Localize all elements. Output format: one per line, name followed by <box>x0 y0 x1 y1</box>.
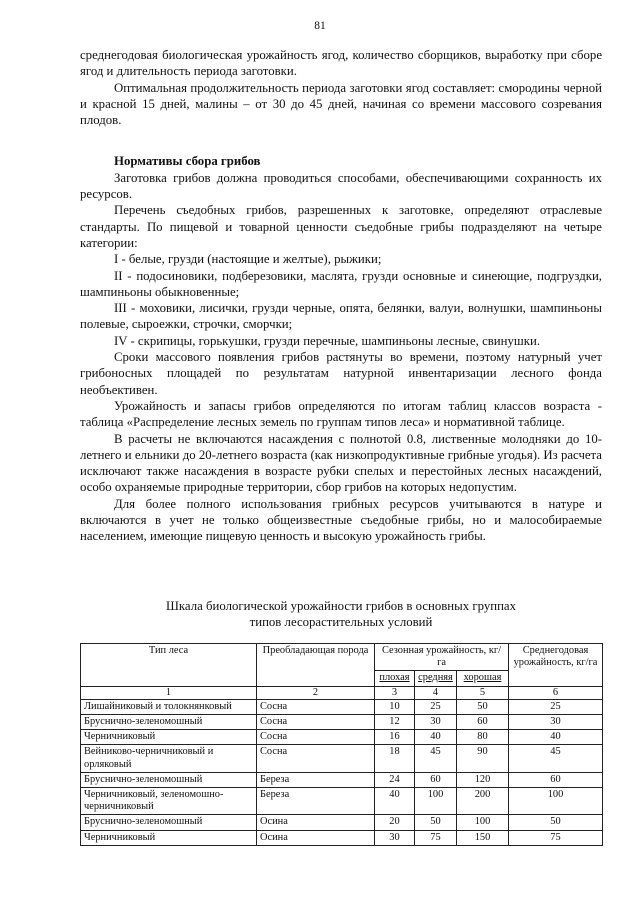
cell-good: 100 <box>457 815 509 830</box>
table-row <box>81 715 603 730</box>
cell-annual: 50 <box>509 815 603 830</box>
column-number: 2 <box>257 686 375 699</box>
cell-species: Сосна <box>257 745 375 772</box>
cell-poor: 24 <box>375 772 415 787</box>
cell-annual: 100 <box>509 788 603 815</box>
cell-good: 50 <box>457 699 509 714</box>
cell-medium: 25 <box>415 699 457 714</box>
paragraph: Для более полного использования грибных ресурсов учитываются в натуре и включаются в учет не только общеизвестные съедобные грибы, но и малособираемые населением, имеющие пищевую ценность и высокую урожайность грибы. <box>80 496 602 544</box>
page-number: 81 <box>314 20 326 32</box>
paragraph: Сроки массового появления грибов растянуты во времени, поэтому натурный учет грибоносных площадей по результатам натурной инвентаризации лесного фонда необъективен. <box>80 350 602 397</box>
cell-forest-type: Черничниковый <box>81 730 257 745</box>
cell-species: Береза <box>257 788 375 815</box>
cell-medium: 75 <box>415 830 457 845</box>
cell-annual: 40 <box>509 730 603 745</box>
cell-species: Сосна <box>257 715 375 730</box>
header-seasonal-yield: Сезонная урожайность, кг/га <box>375 644 509 671</box>
cell-medium: 30 <box>415 715 457 730</box>
cell-species: Осина <box>257 830 375 845</box>
cell-good: 90 <box>457 745 509 772</box>
cell-species: Сосна <box>257 730 375 745</box>
cell-forest-type: Черничниковый, зеленомошно-черничниковый <box>81 788 257 815</box>
yield-table <box>80 643 603 846</box>
cell-poor: 20 <box>375 815 415 830</box>
table-row <box>81 815 603 830</box>
cell-good: 80 <box>457 730 509 745</box>
paragraph: В расчеты не включаются насаждения с полнотой 0.8, лиственные молодняки до 10-летнего и ельники до 20-летнего возраста (как низкопродуктивные грибные угодья). Из расчета исключают также насаждения в возрасте рубки спелых и перестойных лесных насаждений, особо охраняемые природные территории, сбор грибов на которых недопустим. <box>80 431 602 495</box>
column-number: 1 <box>81 686 257 699</box>
header-poor: плохая <box>375 671 415 686</box>
section-heading: Нормативы сбора грибов <box>114 154 261 169</box>
category-item: III - моховики, лисички, грузди черные, опята, белянки, валуи, волнушки, шампиньоны полевые, сыроежки, строчки, сморчки; <box>80 301 602 332</box>
cell-poor: 30 <box>375 830 415 845</box>
cell-medium: 40 <box>415 730 457 745</box>
cell-annual: 60 <box>509 772 603 787</box>
paragraph: Перечень съедобных грибов, разрешенных к заготовке, определяют отраслевые стандарты. По пищевой и товарной ценности съедобные грибы подразделяют на четыре категории: <box>80 203 602 250</box>
header-medium: средняя <box>415 671 457 686</box>
category-item: I - белые, грузди (настоящие и желтые), рыжики; <box>114 252 382 267</box>
cell-poor: 10 <box>375 699 415 714</box>
cell-good: 60 <box>457 715 509 730</box>
table-title-line: Шкала биологической урожайности грибов в основных группах <box>166 599 516 613</box>
cell-forest-type: Черничниковый <box>81 830 257 845</box>
table-row <box>81 699 603 714</box>
cell-species: Береза <box>257 772 375 787</box>
header-good: хорошая <box>457 671 509 686</box>
category-item: II - подосиновики, подберезовики, маслята, грузди основные и синеющие, подгруздки, шампиньоны обыкновенные; <box>80 268 602 299</box>
table-row <box>81 788 603 815</box>
cell-forest-type: Бруснично-зеленомошный <box>81 815 257 830</box>
cell-good: 120 <box>457 772 509 787</box>
column-number: 6 <box>509 686 603 699</box>
cell-species: Осина <box>257 815 375 830</box>
table-row <box>81 745 603 772</box>
header-species: Преобладающая порода <box>257 644 375 687</box>
table-row <box>81 730 603 745</box>
body-text <box>80 47 602 545</box>
cell-medium: 50 <box>415 815 457 830</box>
table-body <box>81 686 603 845</box>
column-numbers-row <box>81 686 603 699</box>
table-title <box>80 598 602 630</box>
cell-annual: 75 <box>509 830 603 845</box>
header-forest-type: Тип леса <box>81 644 257 687</box>
paragraph: Урожайность и запасы грибов определяются по итогам таблиц классов возраста - таблица «Распределение лесных земель по группам типов леса» и нормативной таблице. <box>80 398 602 430</box>
cell-good: 150 <box>457 830 509 845</box>
header-annual-yield: Среднегодовая урожайность, кг/га <box>509 644 603 687</box>
cell-forest-type: Бруснично-зеленомошный <box>81 772 257 787</box>
cell-poor: 18 <box>375 745 415 772</box>
cell-poor: 12 <box>375 715 415 730</box>
column-number: 5 <box>457 686 509 699</box>
paragraph: Оптимальная продолжительность периода заготовки ягод составляет: смородины черной и красной 15 дней, малины – от 30 до 45 дней, начиная со времени массового созревания плодов. <box>80 80 602 128</box>
cell-poor: 40 <box>375 788 415 815</box>
cell-forest-type: Лишайниковый и толокнянковый <box>81 699 257 714</box>
cell-forest-type: Вейниково-черничниковый и орляковый <box>81 745 257 772</box>
cell-poor: 16 <box>375 730 415 745</box>
cell-annual: 25 <box>509 699 603 714</box>
table-row <box>81 830 603 845</box>
table-title-line: типов лесорастительных условий <box>249 615 433 629</box>
table-row <box>81 772 603 787</box>
column-number: 3 <box>375 686 415 699</box>
paragraph: среднегодовая биологическая урожайность ягод, количество сборщиков, выработку при сборе ягод и длительность периода заготовки. <box>80 48 602 79</box>
cell-medium: 100 <box>415 788 457 815</box>
cell-species: Сосна <box>257 699 375 714</box>
cell-forest-type: Бруснично-зеленомошный <box>81 715 257 730</box>
cell-good: 200 <box>457 788 509 815</box>
paragraph: Заготовка грибов должна проводиться способами, обеспечивающими сохранность их ресурсов. <box>80 170 602 202</box>
cell-medium: 60 <box>415 772 457 787</box>
cell-annual: 30 <box>509 715 603 730</box>
cell-annual: 45 <box>509 745 603 772</box>
category-item: IV - скрипицы, горькушки, грузди перечные, шампиньоны лесные, свинушки. <box>114 333 541 348</box>
cell-medium: 45 <box>415 745 457 772</box>
column-number: 4 <box>415 686 457 699</box>
